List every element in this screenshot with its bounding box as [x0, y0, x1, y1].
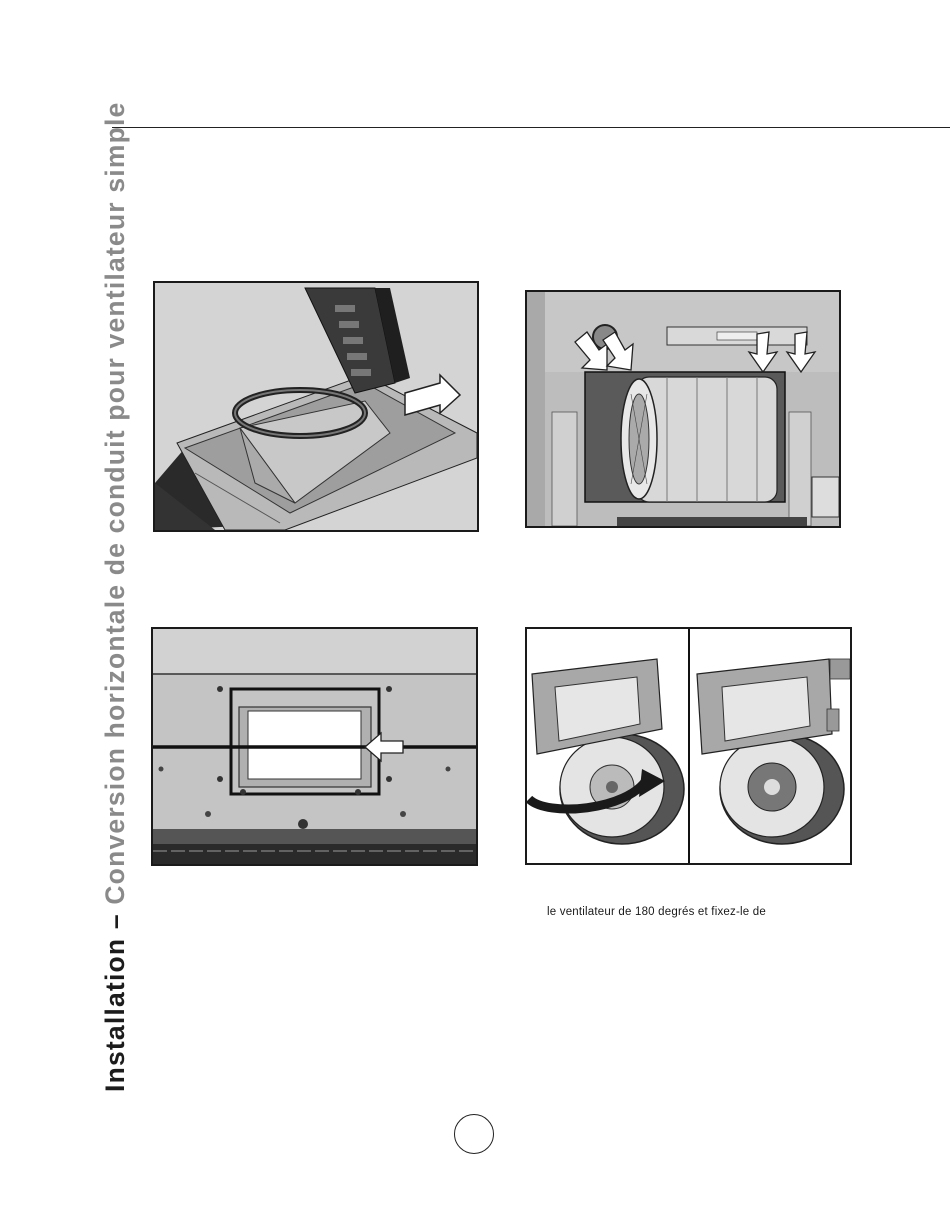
figure-duct-transition	[153, 281, 479, 532]
page-number-circle	[454, 1114, 494, 1154]
top-rule	[112, 127, 950, 128]
figure-caption: le ventilateur de 180 degrés et fixez-le de	[547, 906, 766, 918]
figure-blower-mounting	[525, 290, 841, 528]
blower-rotation-180-illustration	[527, 629, 850, 863]
section-title-part2: Conversion horizontale de conduit pour ventilateur simple	[100, 101, 130, 905]
figure-duct-opening	[151, 627, 478, 866]
duct-opening-cover-plate-illustration	[153, 629, 476, 864]
section-title	[100, 102, 130, 1092]
blower-mounting-screws-illustration	[527, 292, 839, 526]
duct-transition-damper-illustration	[155, 283, 477, 530]
figure-blower-rotation	[525, 627, 852, 865]
section-title-part1: Installation –	[100, 904, 130, 1092]
